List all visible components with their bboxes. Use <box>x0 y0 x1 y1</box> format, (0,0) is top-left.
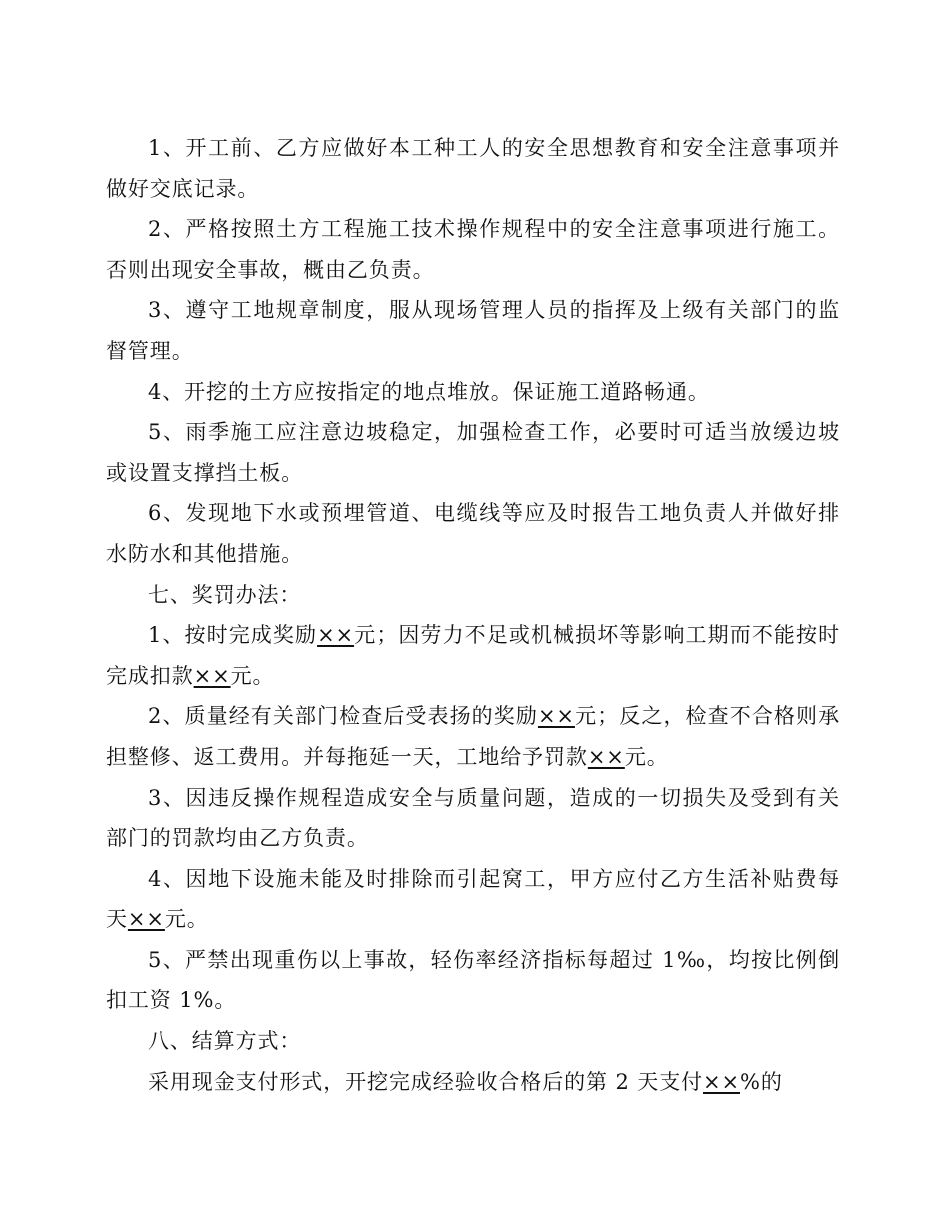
document-body <box>106 128 840 1102</box>
paragraph-quality-reward: 2、质量经有关部门检查后受表扬的奖励××元；反之，检查不合格则承担整修、返工费用。并每拖延一天，工地给予罚款××元。 <box>106 704 840 769</box>
paragraph-schedule-reward: 1、按时完成奖励××元；因劳力不足或机械损坏等影响工期而不能按时完成扣款××元。 <box>106 623 840 688</box>
paragraph-idle-allowance: 4、因地下设施未能及时排除而引起窝工，甲方应付乙方生活补贴费每天××元。 <box>106 866 840 932</box>
blank-amount: ×× <box>317 623 355 648</box>
paragraph-underground-discovery: 6、发现地下水或预埋管道、电缆线等应及时报告工地负责人并做好排水防水和其他措施。 <box>106 501 840 566</box>
paragraph-safety-education: 1、开工前、乙方应做好本工种工人的安全思想教育和安全注意事项并做好交底记录。 <box>106 136 840 201</box>
blank-amount: ×× <box>193 663 231 688</box>
paragraph-safety-procedures: 2、严格按照土方工程施工技术操作规程中的安全注意事项进行施工。否则出现安全事故，概由乙负责。 <box>106 217 840 282</box>
blank-amount: ×× <box>703 1069 741 1094</box>
blank-amount: ×× <box>127 907 165 932</box>
paragraph-site-rules: 3、遵守工地规章制度，服从现场管理人员的指挥及上级有关部门的监督管理。 <box>106 298 840 363</box>
paragraph-soil-stacking: 4、开挖的土方应按指定的地点堆放。保证施工道路畅通。 <box>148 379 710 404</box>
blank-amount: ×× <box>587 744 625 769</box>
blank-amount: ×× <box>537 704 575 729</box>
paragraph-rainy-season: 5、雨季施工应注意边坡稳定，加强检查工作，必要时可适当放缓边坡或设置支撑挡土板。 <box>106 420 840 485</box>
section-heading-rewards-penalties: 七、奖罚办法： <box>148 582 302 607</box>
paragraph-violation-liability: 3、因违反操作规程造成安全与质量问题，造成的一切损失及受到有关部门的罚款均由乙方负责。 <box>106 785 840 851</box>
paragraph-cash-payment: 采用现金支付形式，开挖完成经验收合格后的第 2 天支付××%的 <box>148 1069 783 1094</box>
paragraph-injury-deduction: 5、严禁出现重伤以上事故，轻伤率经济指标每超过 1‰，均按比例倒扣工资 1%。 <box>106 947 840 1013</box>
section-heading-settlement: 八、结算方式： <box>148 1029 302 1054</box>
